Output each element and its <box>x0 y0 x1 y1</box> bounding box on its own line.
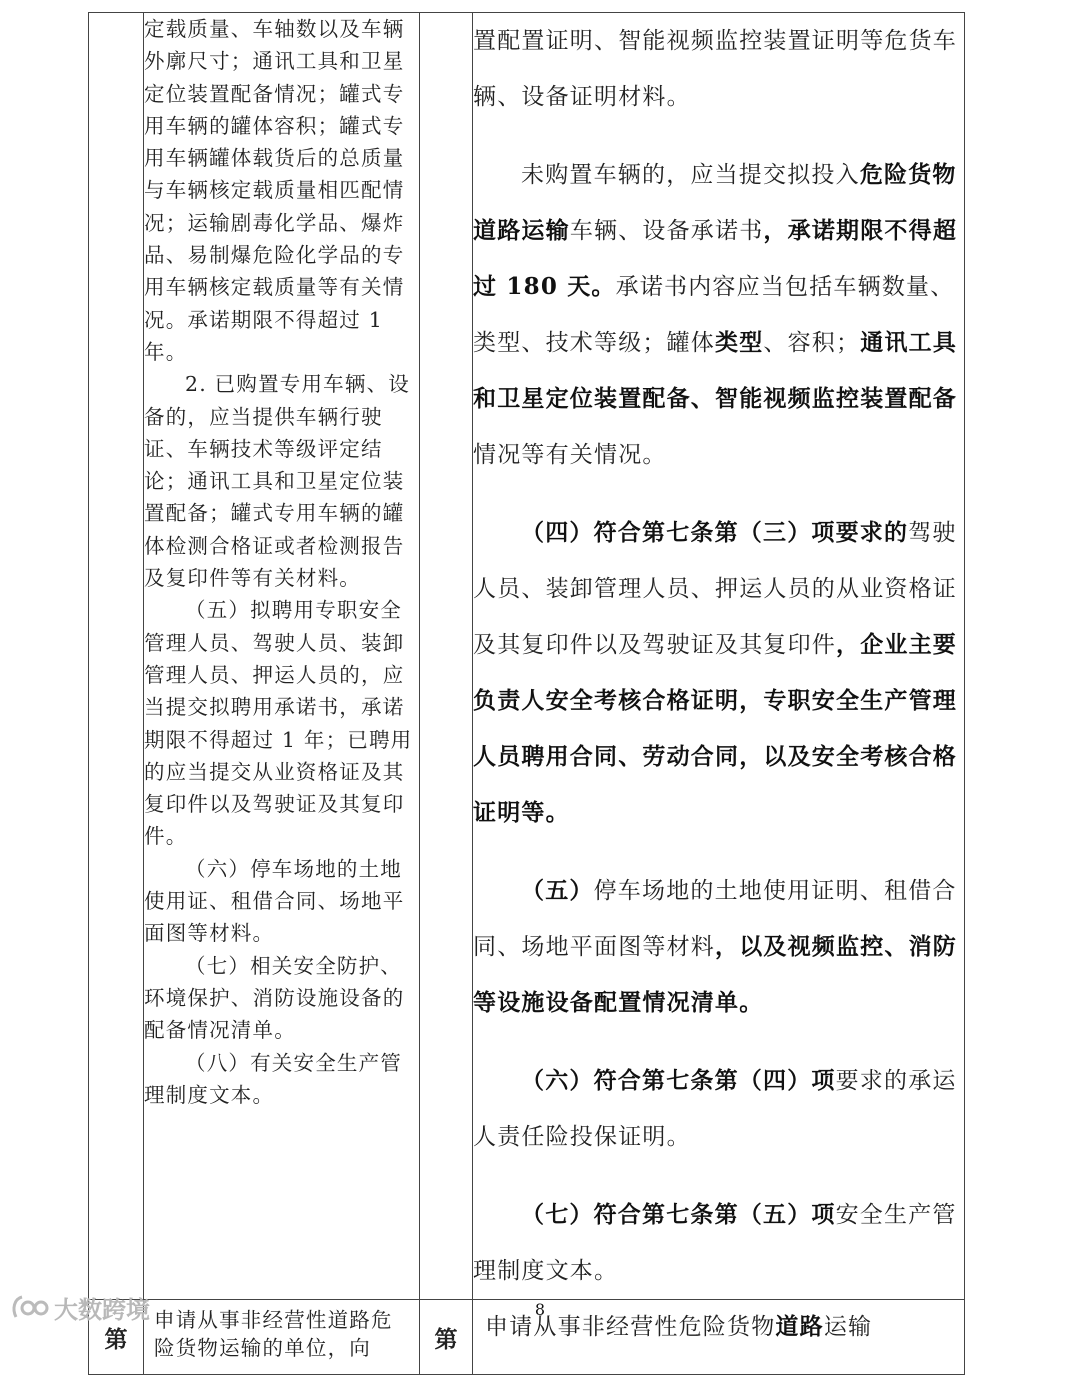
comparison-table <box>88 12 965 1375</box>
new-p3 <box>473 505 964 841</box>
new-p4-c: ，以及视频监控、消防等设施设备配置情况清单。 <box>473 933 957 1016</box>
new-last-a: 申请从事非经营性危险货物 <box>485 1314 776 1340</box>
new-p2 <box>473 147 964 483</box>
new-p2-b: 危险货物道路运输 <box>473 161 957 244</box>
article-cell-right-empty <box>420 13 473 1300</box>
new-p5 <box>473 1053 964 1165</box>
new-p2-i: 情况等有关情况。 <box>473 442 667 468</box>
new-p6 <box>473 1187 964 1299</box>
new-last-b: 道路 <box>775 1313 824 1340</box>
new-last-c: 运输 <box>823 1314 873 1340</box>
new-p3-c: ，企业主要负责人安全考核合格证明，专职安全生产管理人员聘用合同、劳动合同，以及安全考核合格证明等。 <box>473 631 957 826</box>
new-p4-a: （五） <box>521 877 594 904</box>
new-p5-b: 要求的承运人责任险投保证明。 <box>473 1068 957 1150</box>
page-number: 8 <box>534 1300 546 1319</box>
article-cell-left-empty <box>89 13 144 1300</box>
new-p2-a: 未购置车辆的，应当提交拟投入 <box>521 162 860 188</box>
table-row <box>89 13 965 1300</box>
new-p2-e: 承诺书内容应当包括车辆数量、类型、技术等级；罐体 <box>473 274 955 356</box>
article-label-right: 第 <box>420 1300 473 1375</box>
new-text-cell <box>473 13 965 1300</box>
old-vehicle-requirements: 定载质量、车轴数以及车辆外廓尺寸；通讯工具和卫星定位装置配备情况；罐式专用车辆的罐体容积；罐式专用车辆罐体载货后的总质量与车辆核定载质量相匹配情况；运输剧毒化学品、爆炸品、易制爆危险化学品的专用车辆核定载质量等有关情况。承诺期限不得超过 1 年。 <box>144 17 405 364</box>
new-p3-a: （四）符合第七条第（三）项要求的 <box>521 519 909 546</box>
old-item-2: 2. 已购置专用车辆、设备的，应当提供车辆行驶证、车辆技术等级评定结论；通讯工具和卫星定位装置配备；罐式专用车辆的罐体检测合格证或者检测报告及复印件等有关材料。 <box>144 372 410 591</box>
new-p4 <box>473 863 964 1031</box>
new-p6-b: 安全生产管理制度文本。 <box>473 1202 957 1284</box>
article-label-left: 第 <box>89 1300 144 1375</box>
new-p2-h: 通讯工具和卫星定位装置配备、智能视频监控装置配备 <box>473 329 958 412</box>
new-p2-d: ，承诺期限不得超过 180 天。 <box>473 217 958 300</box>
old-item-7: （七）相关安全防护、环境保护、消防设施设备的配备情况清单。 <box>144 953 405 1043</box>
new-p3-b: 驾驶人员、装卸管理人员、押运人员的从业资格证及其复印件以及驾驶证及其复印件 <box>473 520 957 658</box>
old-item-6: （六）停车场地的土地使用证、租借合同、场地平面图等材料。 <box>144 856 405 946</box>
old-last-row-text: 申请从事非经营性道路危险货物运输的单位，向 <box>144 1300 420 1375</box>
old-item-5: （五）拟聘用专职安全管理人员、驾驶人员、装卸管理人员、押运人员的，应当提交拟聘用承诺书，承诺期限不得超过 1 年；已聘用的应当提交从业资格证及其复印件以及驾驶证及其复印件。 <box>144 598 413 849</box>
new-p5-a: （六）符合第七条第（四）项 <box>521 1067 836 1094</box>
old-item-8: （八）有关安全生产管理制度文本。 <box>144 1050 402 1107</box>
new-p2-g: 、容积； <box>763 330 861 356</box>
new-p2-f: 类型 <box>715 329 764 356</box>
watermark-text: 大数跨境 <box>54 1296 150 1324</box>
new-p4-b: 停车场地的土地使用证明、租借合同、场地平面图等材料 <box>473 878 957 960</box>
new-p2-c: 车辆、设备承诺书 <box>569 218 764 244</box>
new-p6-a: （七）符合第七条第（五）项 <box>521 1201 836 1228</box>
old-text-cell <box>144 13 420 1300</box>
new-p1: 置配置证明、智能视频监控装置证明等危货车辆、设备证明材料。 <box>473 28 957 110</box>
